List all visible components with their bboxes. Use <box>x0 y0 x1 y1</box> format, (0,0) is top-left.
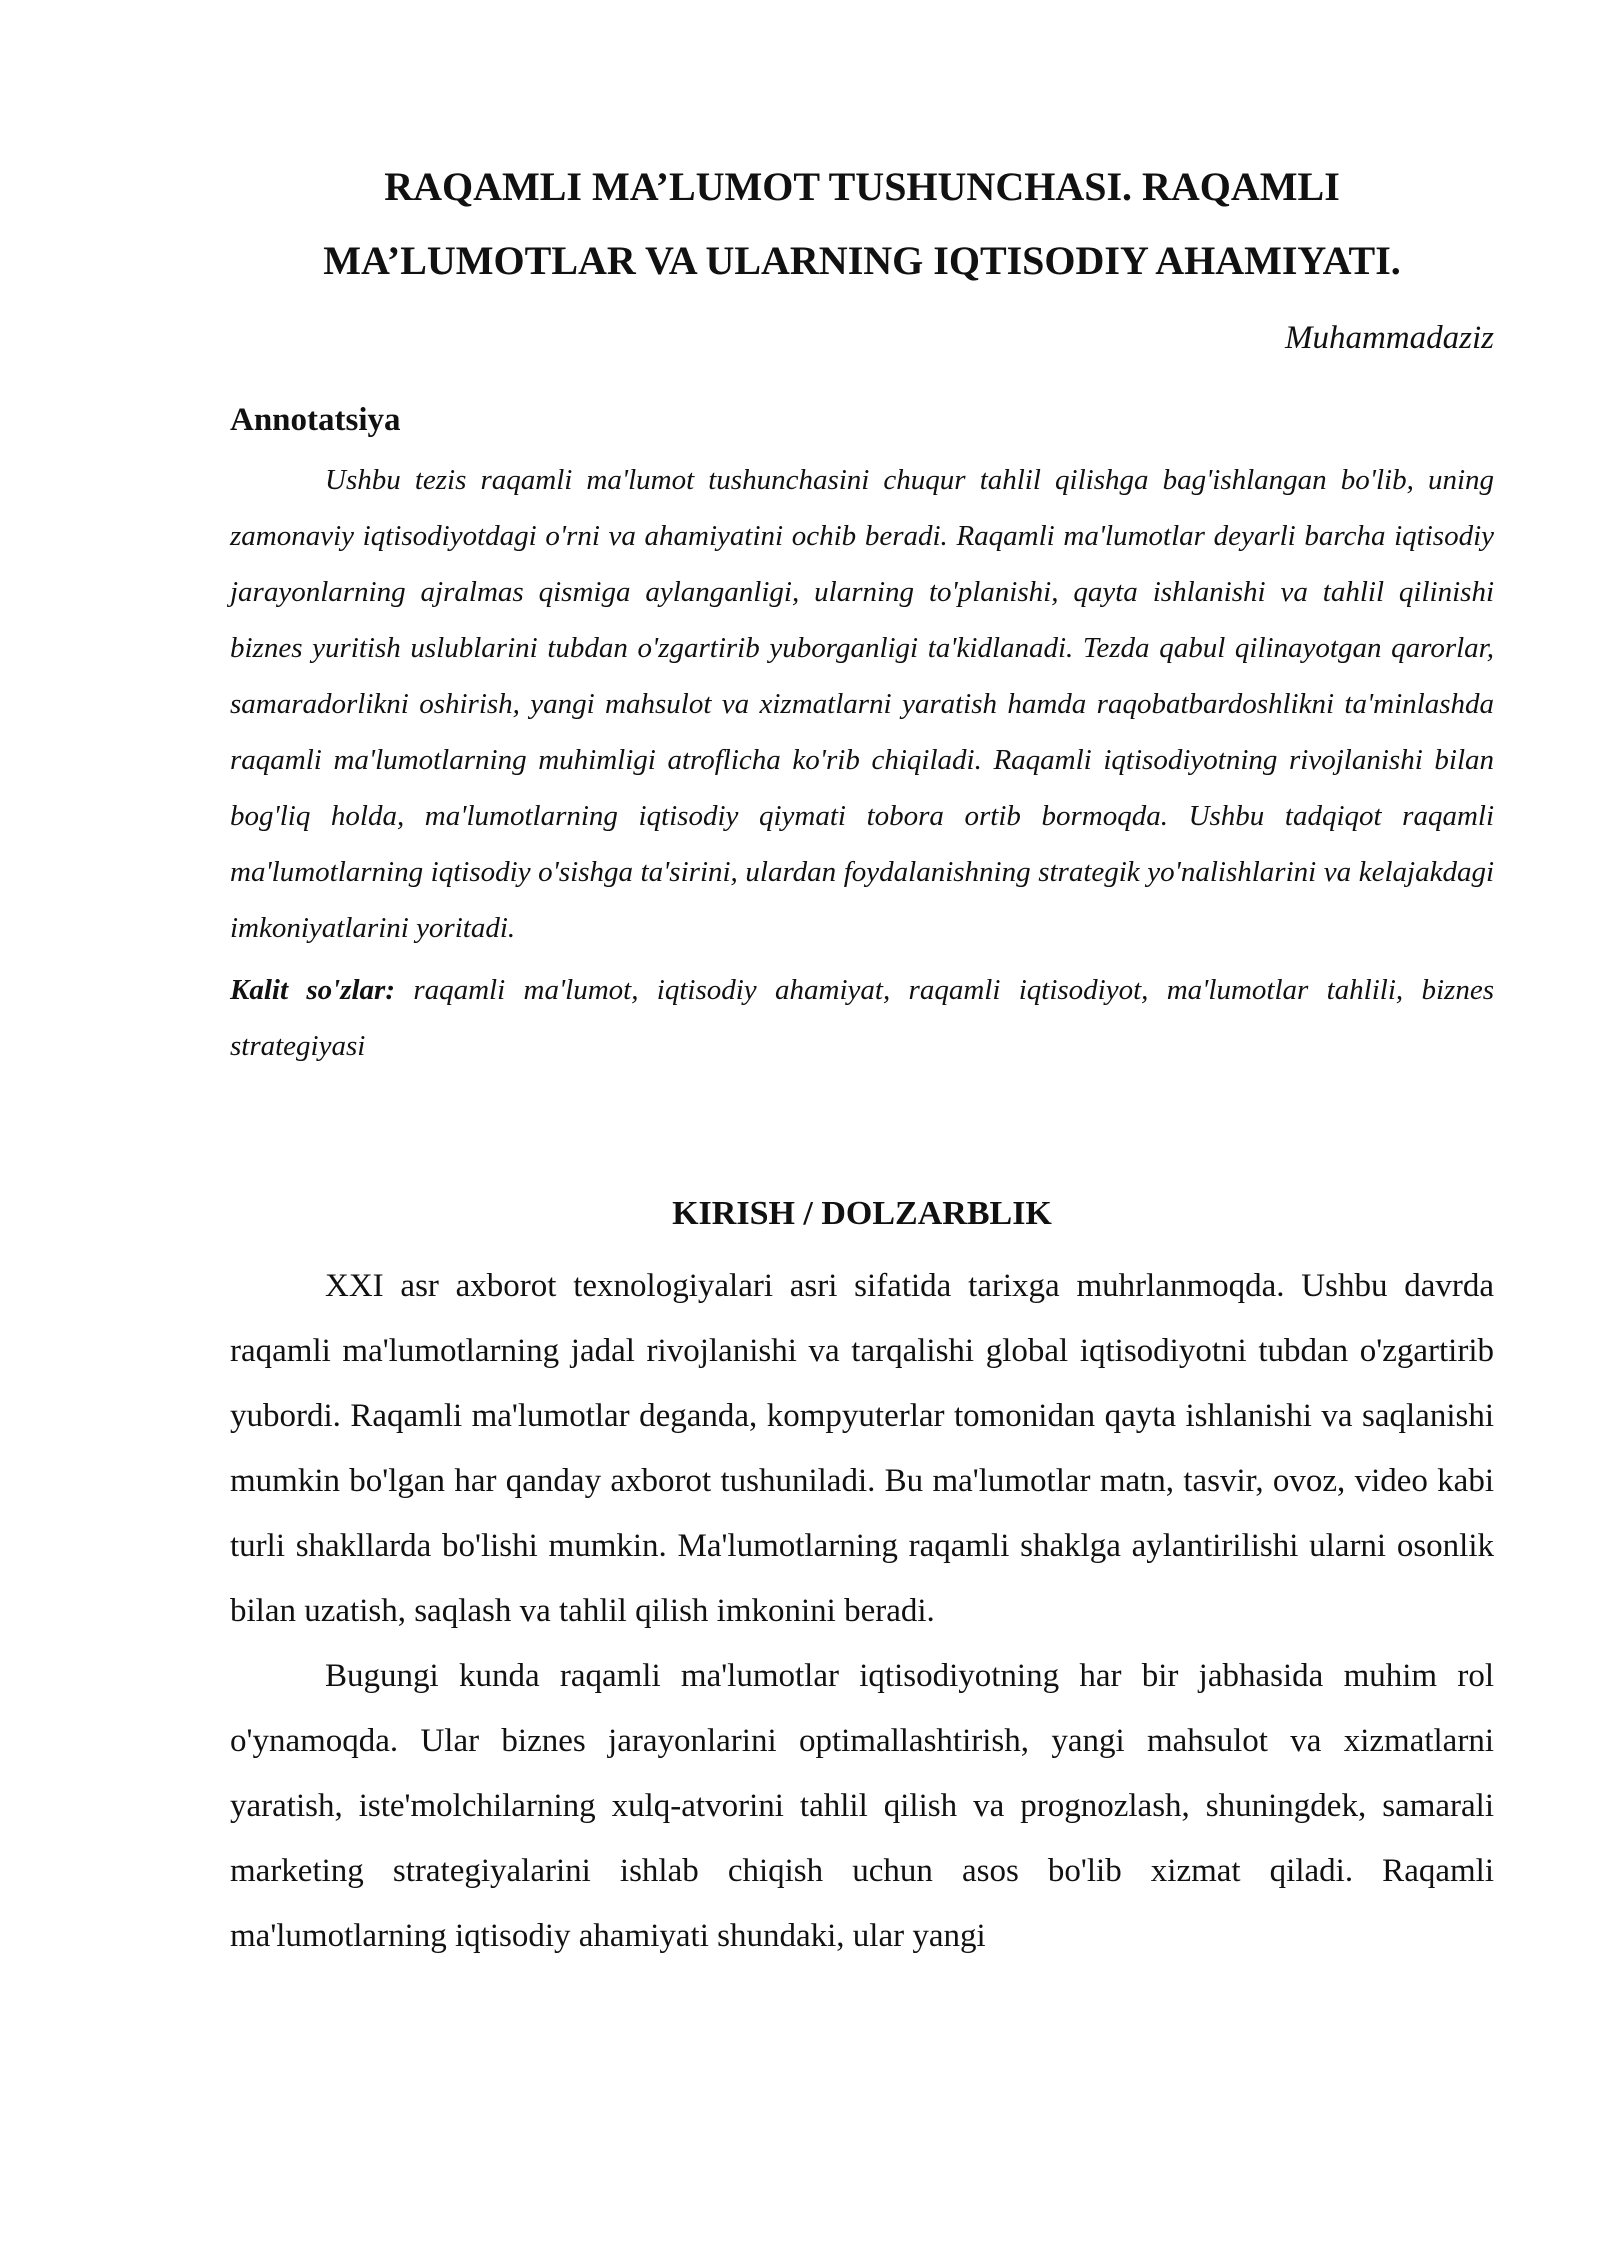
body-paragraph-2: Bugungi kunda raqamli ma'lumotlar iqtisodiyotning har bir jabhasida muhim rol o'ynamoqda. Ular biznes jarayonlarini optimallashtirish, yangi mahsulot va xizmatlarni yaratish, iste'molchilarning xulq-atvorini tahlil qilish va prognozlash, shuningdek, samarali marketing strategiyalarini ishlab chiqish uchun asos bo'lib xizmat qiladi. Raqamli ma'lumotlarning iqtisodiy ahamiyati shundaki, ular yangi <box>230 1658 1494 1954</box>
author-name: Muhammadaziz <box>1284 320 1494 356</box>
annotation-heading: Annotatsiya <box>230 402 401 438</box>
section-heading: KIRISH / DOLZARBLIK <box>672 1195 1052 1232</box>
document-page <box>230 150 1494 1969</box>
body-paragraph-1: XXI asr axborot texnologiyalari asri sifatida tarixga muhrlanmoqda. Ushbu davrda raqamli ma'lumotlarning jadal rivojlanishi va tarqalishi global iqtisodiyotni tubdan o'zgartirib yubordi. Raqamli ma'lumotlar deganda, kompyuterlar tomonidan qayta ishlanishi va saqlanishi mumkin bo'lgan har qanday axborot tushuniladi. Bu ma'lumotlar matn, tasvir, ovoz, video kabi turli shakllarda bo'lishi mumkin. Ma'lumotlarning raqamli shaklga aylantirilishi ularni osonlik bilan uzatish, saqlash va tahlil qilish imkonini beradi. <box>230 1268 1494 1629</box>
keywords-text: raqamli ma'lumot, iqtisodiy ahamiyat, raqamli iqtisodiyot, ma'lumotlar tahlili, biznes strategiyasi <box>230 974 1494 1062</box>
paper-title-line-1: RAQAMLI MA’LUMOT TUSHUNCHASI. RAQAMLI <box>384 164 1340 209</box>
paper-title-line-2: MA’LUMOTLAR VA ULARNING IQTISODIY AHAMIYATI. <box>323 238 1401 283</box>
keywords-line <box>230 962 1494 1074</box>
keywords-label: Kalit so'zlar: <box>230 974 395 1006</box>
annotation-body: Ushbu tezis raqamli ma'lumot tushunchasini chuqur tahlil qilishga bag'ishlangan bo'lib, uning zamonaviy iqtisodiyotdagi o'rni va ahamiyatini ochib beradi. Raqamli ma'lumotlar deyarli barcha iqtisodiy jarayonlarning ajralmas qismiga aylanganligi, ularning to'planishi, qayta ishlanishi va tahlil qilinishi biznes yuritish uslublarini tubdan o'zgartirib yuborganligi ta'kidlanadi. Tezda qabul qilinayotgan qarorlar, samaradorlikni oshirish, yangi mahsulot va xizmatlarni yaratish hamda raqobatbardoshlikni ta'minlashda raqamli ma'lumotlarning muhimligi atroflicha ko'rib chiqiladi. Raqamli iqtisodiyotning rivojlanishi bilan bog'liq holda, ma'lumotlarning iqtisodiy qiymati tobora ortib bormoqda. Ushbu tadqiqot raqamli ma'lumotlarning iqtisodiy o'sishga ta'sirini, ulardan foydalanishning strategik yo'nalishlarini va kelajakdagi imkoniyatlarini yoritadi. <box>230 464 1494 944</box>
paper-title <box>230 150 1494 298</box>
